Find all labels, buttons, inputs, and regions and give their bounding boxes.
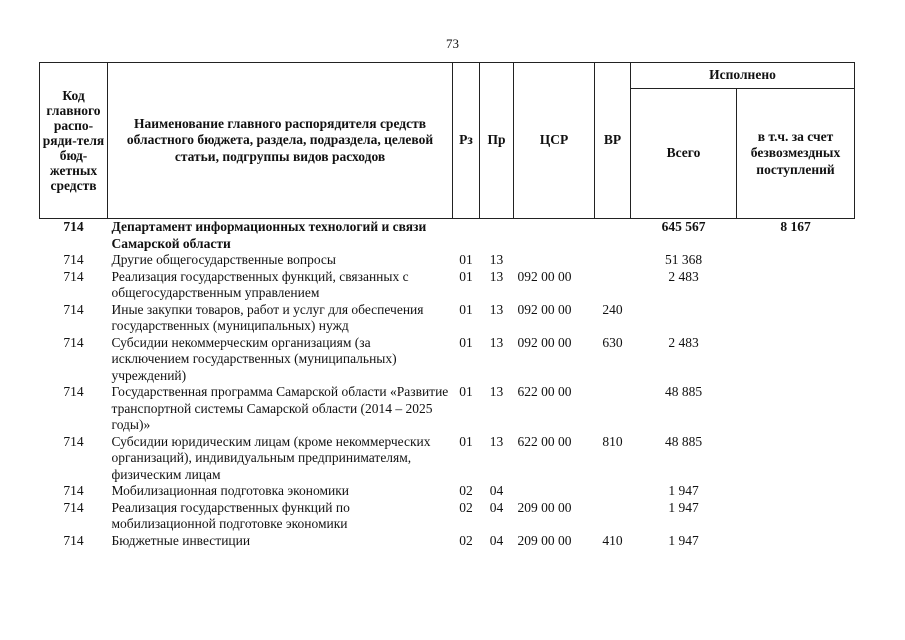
- cell-total: 2 483: [668, 268, 699, 284]
- cell-csr: 622 00 00: [517, 384, 572, 399]
- cell-code: 714: [63, 532, 84, 548]
- cell-rz: 01: [459, 384, 473, 399]
- cell-code: 714: [63, 499, 84, 515]
- cell-pr: 13: [489, 433, 504, 449]
- cell-name: Другие общегосударственные вопросы: [111, 252, 336, 267]
- cell-rz: [453, 219, 480, 253]
- table-row: [40, 483, 855, 500]
- cell-code: 714: [63, 384, 84, 399]
- cell-rz: 01: [459, 433, 473, 449]
- cell-vr: 810: [602, 433, 623, 449]
- header-code: Код главного распо-ряди-теля бюд-жетных средств: [40, 63, 108, 219]
- cell-name: Государственная программа Самарской области «Развитие транспортной системы Самарской области (2014 – 2025 годы)»: [111, 384, 449, 432]
- cell-vr: 240: [602, 301, 623, 317]
- cell-vr: 630: [602, 334, 623, 350]
- cell-code: 714: [63, 252, 84, 267]
- cell-rz: 01: [459, 334, 473, 350]
- cell-pr: 04: [489, 499, 504, 515]
- cell-csr: 622 00 00: [517, 433, 572, 449]
- cell-total: 1 947: [668, 483, 699, 498]
- cell-pr: 13: [489, 268, 504, 284]
- table-row: [40, 252, 855, 269]
- cell-vr: [595, 483, 631, 500]
- cell-vr: [595, 252, 631, 269]
- cell-free: [737, 434, 855, 484]
- cell-code: 714: [63, 268, 84, 284]
- cell-code: 714: [63, 334, 84, 350]
- header-vr: ВР: [595, 63, 631, 219]
- cell-pr: 13: [489, 252, 504, 267]
- cell-vr: 410: [602, 532, 623, 548]
- cell-total: [631, 302, 737, 335]
- cell-rz: 02: [459, 532, 473, 548]
- cell-name: Субсидии юридическим лицам (кроме некоммерческих организаций), индивидуальным предпринимателям, физическим лицам: [111, 433, 431, 482]
- cell-vr: [595, 384, 631, 434]
- header-pr: Пр: [480, 63, 514, 219]
- table-row: [40, 302, 855, 335]
- cell-csr: [514, 483, 595, 500]
- cell-name: Мобилизационная подготовка экономики: [111, 483, 350, 498]
- cell-code: 714: [63, 483, 84, 498]
- table-body: [40, 219, 855, 550]
- cell-pr: 04: [489, 532, 504, 548]
- header-free: в т.ч. за счет безвозмездных поступлений: [737, 89, 855, 219]
- table-row: [40, 533, 855, 550]
- cell-csr: [514, 219, 595, 253]
- cell-pr: 13: [489, 384, 504, 399]
- cell-pr: [480, 219, 514, 253]
- cell-rz: 02: [459, 499, 473, 515]
- cell-free: [737, 252, 855, 269]
- cell-free: [737, 533, 855, 550]
- cell-code: 714: [63, 301, 84, 317]
- cell-total: 48 885: [664, 433, 703, 449]
- cell-free: [737, 384, 855, 434]
- cell-free: 8 167: [780, 219, 811, 234]
- cell-name: Департамент информационных технологий и связи Самарской области: [111, 219, 427, 251]
- cell-code: 714: [63, 433, 84, 449]
- cell-vr: [595, 219, 631, 253]
- department-row: [40, 219, 855, 253]
- header-executed: Исполнено: [631, 63, 855, 89]
- cell-name: Реализация государственных функций, связанных с общегосударственным управлением: [111, 268, 409, 300]
- cell-total: 51 368: [664, 252, 703, 267]
- cell-csr: 092 00 00: [517, 301, 572, 317]
- cell-vr: [595, 269, 631, 302]
- cell-free: [737, 500, 855, 533]
- table-row: [40, 384, 855, 434]
- cell-rz: 01: [459, 268, 473, 284]
- header-total: Всего: [631, 89, 737, 219]
- table-row: [40, 434, 855, 484]
- page-number: 73: [446, 36, 459, 51]
- cell-free: [737, 302, 855, 335]
- header-name: Наименование главного распорядителя средств областного бюджета, раздела, подраздела, целевой статьи, подгруппы видов расходов: [108, 63, 453, 219]
- table-row: [40, 269, 855, 302]
- table-row: [40, 335, 855, 385]
- cell-total: 48 885: [664, 384, 703, 399]
- cell-total: 1 947: [668, 499, 699, 515]
- cell-name: Бюджетные инвестиции: [111, 532, 251, 548]
- table-row: [40, 500, 855, 533]
- cell-csr: [514, 252, 595, 269]
- cell-total: 1 947: [668, 532, 699, 548]
- cell-csr: 092 00 00: [517, 268, 572, 284]
- cell-name: Субсидии некоммерческим организациям (за исключением государственных (муниципальных) учреждений): [111, 334, 397, 383]
- cell-csr: 209 00 00: [517, 499, 572, 515]
- cell-free: [737, 269, 855, 302]
- cell-total: 645 567: [661, 219, 706, 234]
- cell-name: Иные закупки товаров, работ и услуг для обеспечения государственных (муниципальных) нужд: [111, 301, 424, 333]
- cell-csr: 209 00 00: [517, 532, 572, 548]
- cell-csr: 092 00 00: [517, 334, 572, 350]
- cell-rz: 01: [459, 252, 473, 267]
- cell-vr: [595, 500, 631, 533]
- header-csr: ЦСР: [514, 63, 595, 219]
- cell-rz: 02: [459, 483, 473, 498]
- cell-pr: 04: [489, 483, 504, 498]
- cell-free: [737, 335, 855, 385]
- cell-rz: 01: [459, 301, 473, 317]
- budget-table: [39, 62, 855, 549]
- cell-pr: 13: [489, 334, 504, 350]
- cell-pr: 13: [489, 301, 504, 317]
- cell-free: [737, 483, 855, 500]
- header-rz: Рз: [453, 63, 480, 219]
- cell-total: 2 483: [668, 334, 699, 350]
- table-header: [40, 63, 855, 219]
- cell-code: 714: [63, 219, 84, 234]
- cell-name: Реализация государственных функций по мобилизационной подготовке экономики: [111, 499, 350, 531]
